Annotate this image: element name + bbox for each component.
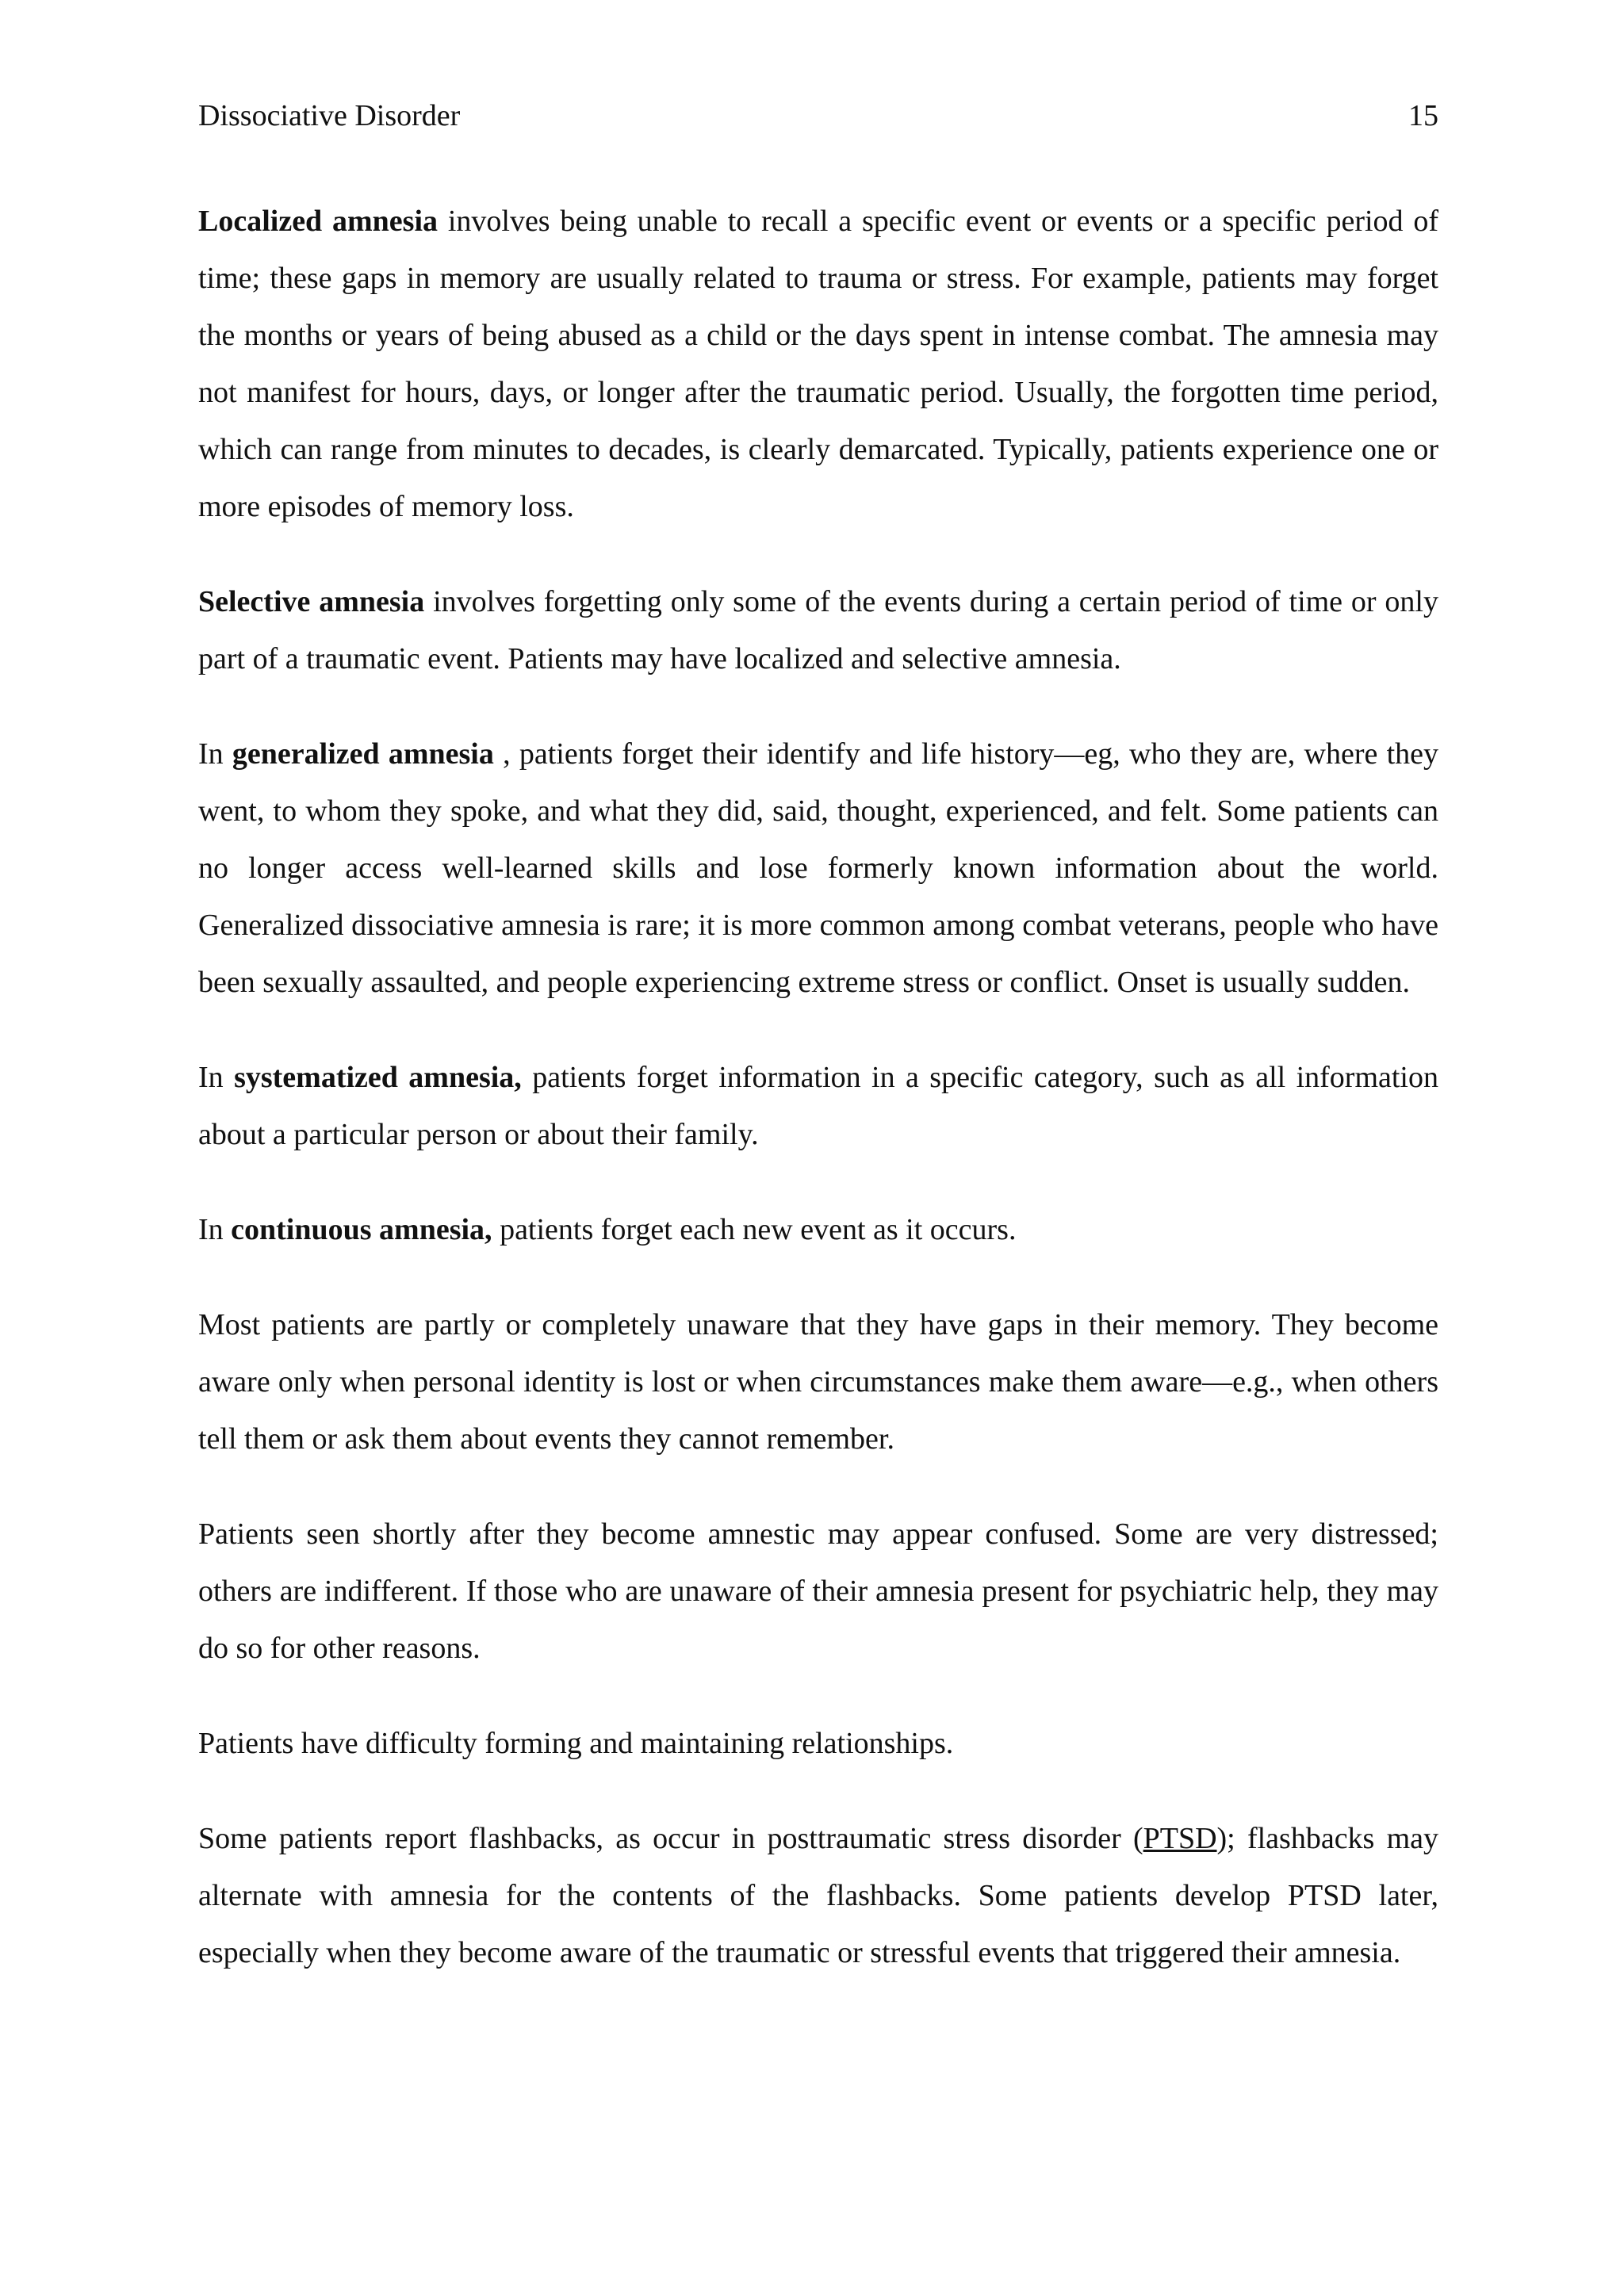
paragraph-confused: Patients seen shortly after they become amnestic may appear confused. Some are very distressed; others are indifferent. If those who are unaware of their amnesia present for psychiatric help, they may do so for other reasons.: [198, 1517, 1438, 1665]
paragraph-continuous-amnesia: [198, 1201, 1438, 1258]
ptsd-link[interactable]: PTSD: [1143, 1822, 1217, 1855]
paragraph-text: patients forget each new event as it occurs.: [492, 1213, 1017, 1246]
term-selective-amnesia: Selective amnesia: [198, 585, 425, 618]
paragraph-systematized-amnesia: [198, 1049, 1438, 1163]
paragraph-text: ); flashbacks may alternate with amnesia for the contents of the flashbacks. Some patients develop PTSD later, especially when they become aware of the traumatic or stressful events that triggered their amnesia.: [198, 1822, 1438, 1969]
term-continuous-amnesia: continuous amnesia,: [231, 1213, 492, 1246]
paragraph-text: , patients forget their identify and life history—eg, who they are, where they went, to whom they spoke, and what they did, said, thought, experienced, and felt. Some patients can no longer access well-learned skills and lose formerly known information about the world. Generalized dissociative amnesia is rare; it is more common among combat veterans, people who have been sexually assaulted, and people experiencing extreme stress or conflict. Onset is usually sudden.: [198, 737, 1439, 999]
body-text: [198, 193, 1438, 2019]
paragraph-prefix: In: [198, 1213, 232, 1246]
paragraph-text: involves forgetting only some of the events during a certain period of time or only part of a traumatic event. Patients may have localized and selective amnesia.: [198, 585, 1438, 675]
paragraph-prefix: In: [198, 1061, 235, 1094]
paragraph-generalized-amnesia: [198, 725, 1438, 1011]
running-title: Dissociative Disorder: [198, 99, 461, 132]
paragraph-localized-amnesia: [198, 193, 1438, 535]
paragraph-text: involves being unable to recall a specific event or events or a specific period of time; these gaps in memory are usually related to trauma or stress. For example, patients may forget the months or years of being abused as a child or the days spent in intense combat. The amnesia may not manifest for hours, days, or longer after the traumatic period. Usually, the forgotten time period, which can range from minutes to decades, is clearly demarcated. Typically, patients experience one or more episodes of memory loss.: [198, 205, 1438, 523]
page-number: 15: [1408, 99, 1438, 132]
paragraph-flashbacks: [198, 1810, 1438, 1981]
paragraph-prefix: Some patients report flashbacks, as occur in posttraumatic stress disorder (: [198, 1822, 1143, 1855]
term-systematized-amnesia: systematized amnesia,: [234, 1061, 522, 1094]
paragraph-selective-amnesia: [198, 573, 1438, 687]
paragraph-prefix: In: [198, 737, 232, 771]
term-localized-amnesia: Localized amnesia: [198, 205, 439, 238]
term-generalized-amnesia: generalized amnesia: [232, 737, 494, 771]
paragraph-text: patients forget information in a specific category, such as all information about a particular person or about their family.: [198, 1061, 1438, 1151]
running-head: [198, 94, 1438, 138]
paragraph-awareness: Most patients are partly or completely unaware that they have gaps in their memory. They become aware only when personal identity is lost or when circumstances make them aware—e.g., when others tell them or ask them about events they cannot remember.: [198, 1308, 1438, 1456]
paragraph-relationships: Patients have difficulty forming and maintaining relationships.: [198, 1727, 954, 1760]
